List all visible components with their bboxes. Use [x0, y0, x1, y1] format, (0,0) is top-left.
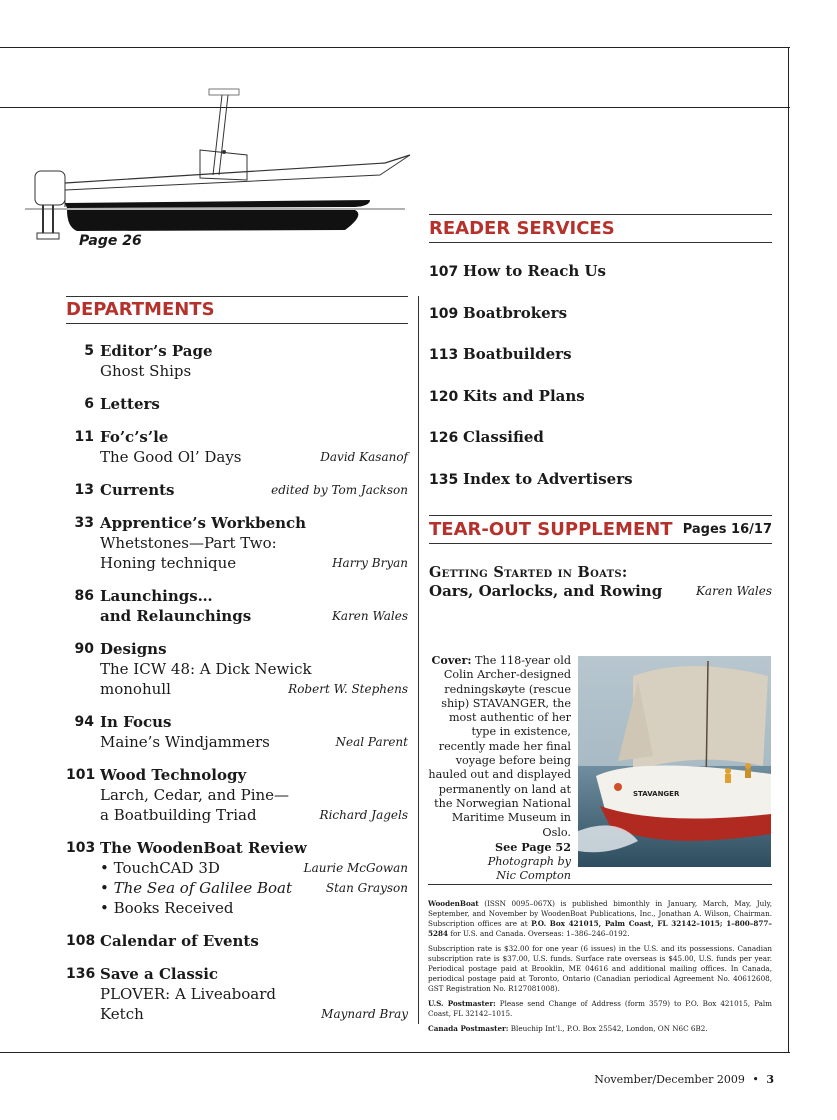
fine-print — [428, 899, 772, 1039]
dept-sub: Ghost Ships — [100, 362, 192, 380]
dept-sub: a Boatbuilding Triad Richard Jagels — [100, 806, 408, 824]
dept-sub: • The Sea of Galilee Boat Stan Grayson — [100, 879, 408, 897]
dept-sub: • TouchCAD 3D Laurie McGowan — [100, 859, 408, 877]
dept-author: Stan Grayson — [325, 881, 408, 895]
cover-see-page[interactable]: See Page 52 — [495, 839, 571, 854]
supplement-heading: TEAR-OUT SUPPLEMENT — [429, 519, 673, 540]
rs-item[interactable] — [429, 262, 772, 304]
supplement-rule-bottom — [429, 543, 772, 544]
rs-page-num: 126 — [429, 430, 459, 447]
rs-title: Index to Advertisers — [463, 469, 633, 488]
dept-title: Editor’s Page — [100, 342, 213, 360]
departments-rule-top — [66, 296, 408, 297]
dept-sub: • Books Received — [100, 899, 234, 917]
cover-label: Cover: — [431, 653, 472, 667]
dept-page-num: 103 — [66, 840, 96, 856]
dept-page-num: 108 — [66, 933, 96, 949]
dept-author: Laurie McGowan — [303, 861, 408, 875]
rs-page-num: 113 — [429, 347, 459, 364]
dept-sub: Honing technique Harry Bryan — [100, 554, 408, 572]
dept-save-a-classic[interactable] — [66, 964, 408, 1024]
dept-page-num: 90 — [74, 641, 94, 657]
dept-sub: PLOVER: A Liveaboard — [100, 985, 276, 1003]
rs-page-num: 120 — [429, 388, 459, 405]
dept-sub: Ketch Maynard Bray — [100, 1005, 408, 1023]
boat-drawing — [25, 85, 420, 245]
dept-title: The WoodenBoat Review — [100, 839, 307, 857]
dept-editors-page[interactable] — [66, 341, 408, 381]
rs-title: Boatbuilders — [463, 345, 572, 364]
fine-print-subscription: Subscription rate is $32.00 for one year (6 issues) in the U.S. and its possessions. Canadian subscription rate is $37.00, U.S. funds. Surface rate overseas is $45.00, U.S. funds per year. Periodical postage paid at Brooklin, ME 04616 and additional mailing offices. In Canada, periodical postage paid at Toronto, Ontario (Canadian periodical Agreement No. 40612608, GST Registration No. R127081008). — [428, 944, 772, 993]
dept-page-num: 94 — [74, 714, 94, 730]
cover-credit-1: Photograph by — [487, 855, 571, 869]
supplement-pages: Pages 16/17 — [682, 522, 772, 537]
page-footer — [560, 1073, 774, 1086]
rs-item[interactable] — [429, 470, 772, 512]
page-label: Page 26 — [79, 233, 142, 249]
dept-page-num: 33 — [74, 515, 94, 531]
fine-print-canada-postmaster: Canada Postmaster: Bleuchip Int’l., P.O. Box 25542, London, ON N6C 6B2. — [428, 1024, 708, 1033]
rs-page-num: 135 — [429, 471, 459, 488]
dept-title: Designs — [100, 640, 167, 658]
rs-item[interactable] — [429, 387, 772, 429]
rs-title: How to Reach Us — [463, 262, 606, 280]
dept-sub: Whetstones—Part Two: — [100, 534, 277, 552]
dept-title: Letters — [100, 395, 160, 413]
dept-sub: and Relaunchings Karen Wales — [100, 607, 408, 625]
dept-title: Wood Technology — [100, 766, 247, 784]
cover-hull-name: STAVANGER — [633, 790, 680, 798]
column-divider — [418, 296, 419, 1024]
dept-author: Neal Parent — [335, 735, 408, 749]
rs-page-num: 107 — [429, 264, 459, 280]
dept-apprentices-workbench[interactable] — [66, 513, 408, 573]
dept-launchings[interactable] — [66, 586, 408, 626]
dept-title: Apprentice’s Workbench — [100, 514, 307, 532]
footer-page-number: 3 — [766, 1073, 774, 1086]
departments-rule-bottom — [66, 323, 408, 324]
cover-credit-2: Nic Compton — [496, 869, 571, 883]
dept-wood-technology[interactable] — [66, 765, 408, 825]
dept-page-num: 5 — [84, 343, 94, 359]
supplement-rule-top — [429, 515, 772, 516]
dept-currents[interactable] — [66, 480, 408, 500]
dept-designs[interactable] — [66, 639, 408, 699]
cover-caption — [425, 653, 571, 884]
supplement-author: Karen Wales — [695, 584, 772, 598]
dept-author: David Kasanof — [320, 450, 408, 464]
dept-title: Calendar of Events — [100, 932, 259, 950]
cover-photo — [578, 656, 771, 867]
dept-page-num: 13 — [74, 482, 94, 498]
rs-item[interactable] — [429, 428, 772, 470]
supplement-title[interactable]: Getting Started in Boats: — [429, 564, 628, 581]
rs-title: Kits and Plans — [463, 386, 585, 405]
dept-author: Karen Wales — [331, 609, 408, 623]
dept-focsle[interactable] — [66, 427, 408, 467]
dept-page-num: 11 — [74, 429, 94, 445]
dept-page-num: 6 — [84, 396, 94, 412]
supplement-subtitle: Oars, Oarlocks, and Rowing — [429, 582, 663, 600]
rs-page-num: 109 — [429, 305, 459, 322]
rs-item[interactable] — [429, 345, 772, 387]
reader-services-heading: READER SERVICES — [429, 218, 615, 239]
dept-letters[interactable] — [66, 394, 408, 414]
footer-issue: November/December 2009 — [594, 1073, 745, 1086]
frame-bottom-rule — [0, 1052, 790, 1053]
dept-sub: The Good Ol’ Days David Kasanof — [100, 448, 408, 466]
cover-text: The 118-year old Colin Archer-designed redningskøyte (rescue ship) STAVANGER, the most authentic of her type in existence, recently made her final voyage before being hauled out and displayed permanently on land at the Norwegian National Maritime Museum in Oslo. — [428, 654, 571, 839]
dept-page-num: 86 — [74, 588, 94, 604]
rs-title: Classified — [463, 428, 544, 447]
fine-print-us-postmaster: U.S. Postmaster: Please send Change of Address (form 3579) to P.O. Box 421015, Palm Coast, FL 32142–1015. — [428, 999, 772, 1018]
dept-sub: Maine’s Windjammers Neal Parent — [100, 733, 408, 751]
dept-title: Fo’c’s’le — [100, 428, 169, 446]
dept-woodenboat-review[interactable] — [66, 838, 408, 918]
reader-services-rule-top — [429, 214, 772, 215]
dept-title: Save a Classic — [100, 965, 219, 983]
footer-separator: • — [752, 1073, 759, 1086]
dept-sub: Larch, Cedar, and Pine— — [100, 786, 290, 804]
frame-top-rule — [0, 47, 790, 48]
departments-list — [66, 341, 408, 1037]
frame-right-rule — [788, 47, 789, 1053]
dept-title: Currents edited by Tom Jackson — [100, 481, 408, 499]
rs-item[interactable] — [429, 304, 772, 346]
reader-services-list — [429, 262, 772, 512]
dept-in-focus[interactable] — [66, 712, 408, 752]
dept-title: Launchings… — [100, 587, 213, 605]
dept-page-num: 101 — [66, 767, 96, 783]
dept-sub: The ICW 48: A Dick Newick — [100, 660, 312, 678]
dept-author: Harry Bryan — [332, 556, 408, 570]
reader-services-rule-bottom — [429, 242, 772, 243]
dept-calendar[interactable] — [66, 931, 408, 951]
dept-sub: monohull Robert W. Stephens — [100, 680, 408, 698]
dept-author: Maynard Bray — [321, 1007, 408, 1021]
rs-title: Boatbrokers — [463, 303, 568, 322]
departments-heading: DEPARTMENTS — [66, 299, 215, 320]
dept-author: Richard Jagels — [319, 808, 408, 822]
dept-page-num: 136 — [66, 966, 96, 982]
dept-author: Robert W. Stephens — [288, 682, 408, 696]
fine-print-rule — [428, 884, 772, 885]
fine-print-publication: WoodenBoat (ISSN 0095–067X) is published bimonthly in January, March, May, July, September, and November by WoodenBoat Publications, Inc., Jonathan A. Wilson, Chairman. Subscription offices are at P.O. Box 421015, Palm Coast, FL 32142–1015; 1–800–877–5284 for U.S. and Canada. Overseas: 1–386–246–0192. — [428, 899, 772, 938]
dept-title: In Focus — [100, 713, 172, 731]
dept-author: edited by Tom Jackson — [271, 483, 408, 497]
